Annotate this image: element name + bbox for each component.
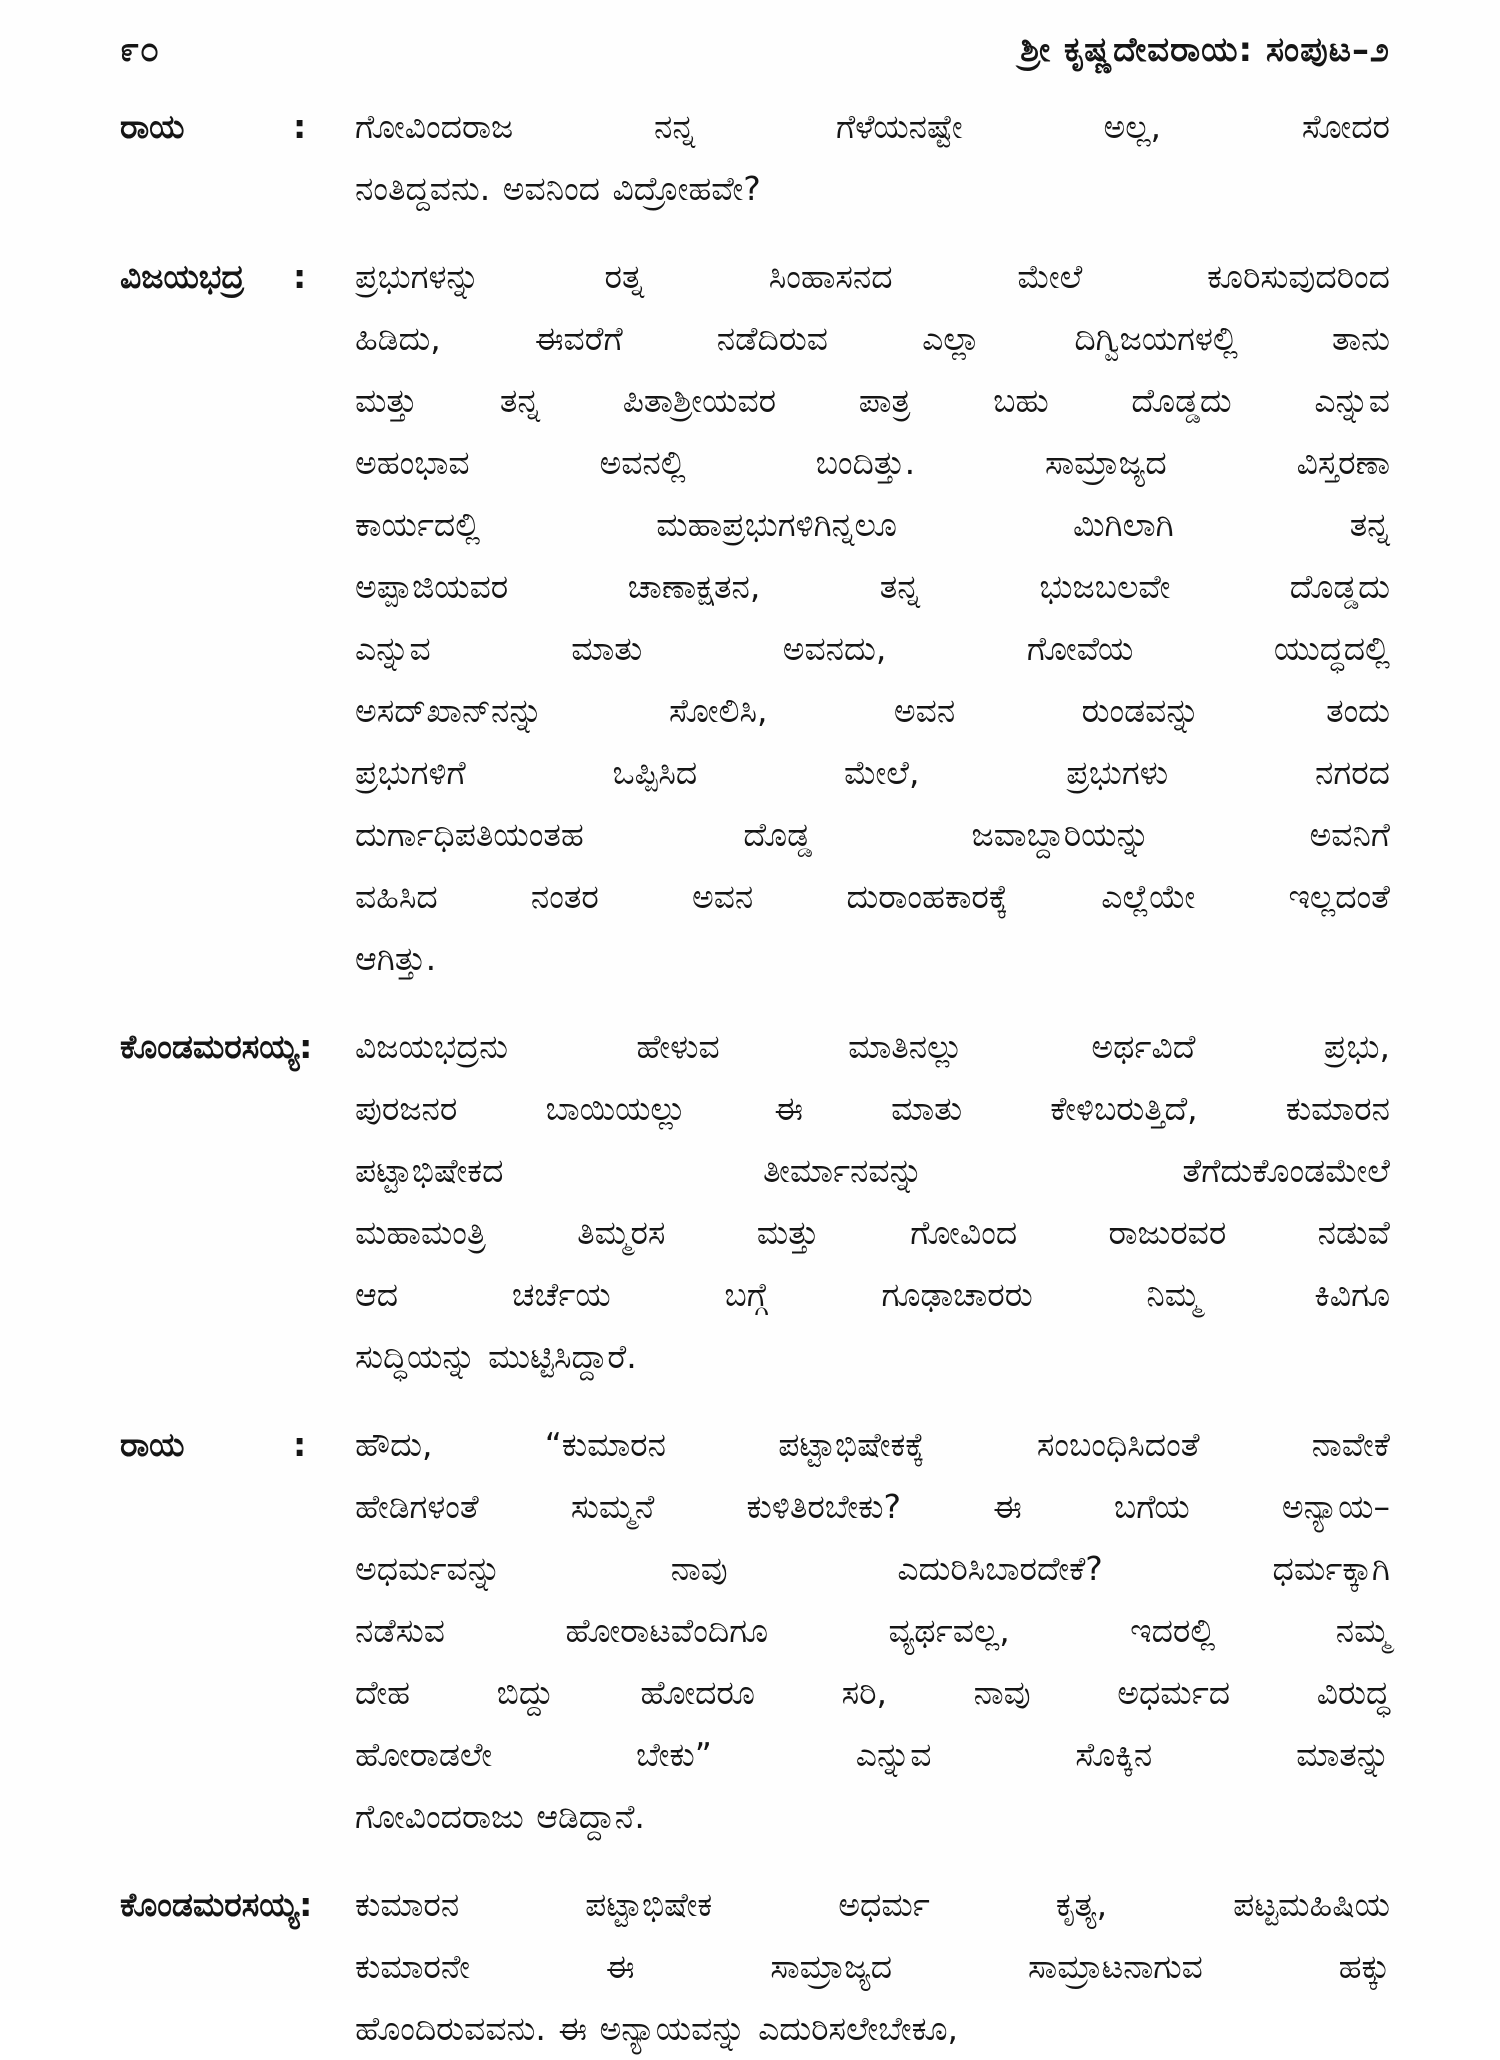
dialogue-line: ಅಪ್ಪಾಜಿಯವರ ಚಾಣಾಕ್ಷತನ, ತನ್ನ ಭುಜಬಲವೇ ದೊಡ್ಡದು bbox=[355, 567, 1390, 606]
dialogue-block bbox=[120, 96, 1390, 220]
header-title: ಶ್ರೀ ಕೃಷ್ಣದೇವರಾಯ: ಸಂಪುಟ–೨ bbox=[1020, 30, 1390, 70]
dialogue-line: ಹೇಡಿಗಳಂತೆ ಸುಮ್ಮನೆ ಕುಳಿತಿರಬೇಕು? ಈ ಬಗೆಯ ಅನ್ಯಾಯ– bbox=[355, 1487, 1390, 1526]
dialogue-line: ಆದ ಚರ್ಚೆಯ ಬಗ್ಗೆ ಗೂಢಾಚಾರರು ನಿಮ್ಮ ಕಿವಿಗೂ bbox=[355, 1275, 1390, 1314]
speaker-colon: : bbox=[293, 107, 307, 146]
dialogue-text bbox=[355, 246, 1390, 990]
speaker-cell bbox=[120, 1016, 355, 1078]
dialogue-line: ವಿಜಯಭದ್ರನು ಹೇಳುವ ಮಾತಿನಲ್ಲು ಅರ್ಥವಿದೆ ಪ್ರಭು, bbox=[355, 1027, 1390, 1066]
dialogue-block bbox=[120, 1016, 1390, 1388]
speaker-name: ರಾಯ bbox=[120, 1425, 185, 1464]
dialogue-line: ಹಿಡಿದು, ಈವರೆಗೆ ನಡೆದಿರುವ ಎಲ್ಲಾ ದಿಗ್ವಿಜಯಗಳಲ್ಲಿ ತಾನು bbox=[355, 319, 1390, 358]
dialogue-line: ಕಾರ್ಯದಲ್ಲಿ ಮಹಾಪ್ರಭುಗಳಿಗಿನ್ನಲೂ ಮಿಗಿಲಾಗಿ ತನ್ನ bbox=[355, 505, 1390, 544]
speaker-cell bbox=[120, 96, 355, 158]
dialogue-block bbox=[120, 246, 1390, 990]
speaker-cell bbox=[120, 246, 355, 308]
dialogue-block bbox=[120, 1874, 1390, 2060]
speaker-cell bbox=[120, 1874, 355, 1936]
dialogue-text bbox=[355, 1414, 1390, 1848]
dialogue-line: ಪ್ರಭುಗಳನ್ನು ರತ್ನ ಸಿಂಹಾಸನದ ಮೇಲೆ ಕೂರಿಸುವುದರಿಂದ bbox=[355, 257, 1390, 296]
dialogue-block bbox=[120, 1414, 1390, 1848]
dialogue-line: ಪ್ರಭುಗಳಿಗೆ ಒಪ್ಪಿಸಿದ ಮೇಲೆ, ಪ್ರಭುಗಳು ನಗರದ bbox=[355, 753, 1390, 792]
page-header bbox=[120, 30, 1390, 70]
dialogue-line: ಅಹಂಭಾವ ಅವನಲ್ಲಿ ಬಂದಿತ್ತು. ಸಾಮ್ರಾಜ್ಯದ ವಿಸ್ತರಣಾ bbox=[355, 443, 1390, 482]
dialogue-text bbox=[355, 1874, 1390, 2060]
dialogue-line: ನಂತಿದ್ದವನು. ಅವನಿಂದ ವಿದ್ರೋಹವೇ? bbox=[355, 169, 761, 208]
dialogue-line: ಗೋವಿಂದರಾಜು ಆಡಿದ್ದಾನೆ. bbox=[355, 1797, 645, 1836]
dialogue-line: ಅಸದ್‌ಖಾನ್‌ನನ್ನು ಸೋಲಿಸಿ, ಅವನ ರುಂಡವನ್ನು ತಂದು bbox=[355, 691, 1390, 730]
dialogue-line: ದುರ್ಗಾಧಿಪತಿಯಂತಹ ದೊಡ್ಡ ಜವಾಬ್ದಾರಿಯನ್ನು ಅವನಿಗೆ bbox=[355, 815, 1390, 854]
dialogue-line: ದೇಹ ಬಿದ್ದು ಹೋದರೂ ಸರಿ, ನಾವು ಅಧರ್ಮದ ವಿರುದ್ಧ bbox=[355, 1673, 1390, 1712]
speaker-name: ವಿಜಯಭದ್ರ bbox=[120, 257, 245, 296]
dialogue-line: ಮಹಾಮಂತ್ರಿ ತಿಮ್ಮರಸ ಮತ್ತು ಗೋವಿಂದ ರಾಜುರವರ ನಡುವೆ bbox=[355, 1213, 1390, 1252]
dialogue-line: ಹೌದು, “ಕುಮಾರನ ಪಟ್ಟಾಭಿಷೇಕಕ್ಕೆ ಸಂಬಂಧಿಸಿದಂತೆ ನಾವೇಕೆ bbox=[355, 1425, 1390, 1464]
dialogue-line: ಗೋವಿಂದರಾಜ ನನ್ನ ಗೆಳೆಯನಷ್ಟೇ ಅಲ್ಲ, ಸೋದರ bbox=[355, 107, 1390, 146]
dialogue-line: ಎನ್ನುವ ಮಾತು ಅವನದು, ಗೋವೆಯ ಯುದ್ಧದಲ್ಲಿ bbox=[355, 629, 1390, 668]
dialogue-line: ಪಟ್ಟಾಭಿಷೇಕದ ತೀರ್ಮಾನವನ್ನು ತೆಗೆದುಕೊಂಡಮೇಲೆ bbox=[355, 1151, 1390, 1190]
speaker-name: ಕೊಂಡಮರಸಯ್ಯ: bbox=[120, 1885, 313, 1924]
dialogue-line: ಕುಮಾರನೇ ಈ ಸಾಮ್ರಾಜ್ಯದ ಸಾಮ್ರಾಟನಾಗುವ ಹಕ್ಕು bbox=[355, 1947, 1390, 1986]
dialogue-line: ಆಗಿತ್ತು. bbox=[355, 939, 437, 978]
dialogue-line: ಹೊಂದಿರುವವನು. ಈ ಅನ್ಯಾಯವನ್ನು ಎದುರಿಸಲೇಬೇಕೂ, bbox=[355, 2009, 958, 2048]
speaker-name: ರಾಯ bbox=[120, 107, 185, 146]
speaker-colon: : bbox=[293, 1425, 307, 1464]
dialogue-area bbox=[120, 96, 1390, 2060]
speaker-colon: : bbox=[293, 257, 307, 296]
speaker-cell bbox=[120, 1414, 355, 1476]
dialogue-line: ಮತ್ತು ತನ್ನ ಪಿತಾಶ್ರೀಯವರ ಪಾತ್ರ ಬಹು ದೊಡ್ಡದು ಎನ್ನುವ bbox=[355, 381, 1390, 420]
dialogue-line: ವಹಿಸಿದ ನಂತರ ಅವನ ದುರಾಂಹಕಾರಕ್ಕೆ ಎಲ್ಲೆಯೇ ಇಲ್ಲದಂತೆ bbox=[355, 877, 1390, 916]
dialogue-line: ಅಧರ್ಮವನ್ನು ನಾವು ಎದುರಿಸಿಬಾರದೇಕೆ? ಧರ್ಮಕ್ಕಾಗಿ bbox=[355, 1549, 1390, 1588]
speaker-name: ಕೊಂಡಮರಸಯ್ಯ: bbox=[120, 1027, 313, 1066]
dialogue-text bbox=[355, 1016, 1390, 1388]
dialogue-text bbox=[355, 96, 1390, 220]
page-number: ೯೦ bbox=[120, 30, 161, 70]
dialogue-line: ಕುಮಾರನ ಪಟ್ಟಾಭಿಷೇಕ ಅಧರ್ಮ ಕೃತ್ಯ, ಪಟ್ಟಮಹಿಷಿಯ bbox=[355, 1885, 1390, 1924]
dialogue-line: ನಡೆಸುವ ಹೋರಾಟವೆಂದಿಗೂ ವ್ಯರ್ಥವಲ್ಲ, ಇದರಲ್ಲಿ ನಮ್ಮ bbox=[355, 1611, 1390, 1650]
dialogue-line: ಹೋರಾಡಲೇ ಬೇಕು” ಎನ್ನುವ ಸೊಕ್ಕಿನ ಮಾತನ್ನು bbox=[355, 1735, 1390, 1774]
dialogue-line: ಸುದ್ಧಿಯನ್ನು ಮುಟ್ಟಿಸಿದ್ದಾರೆ. bbox=[355, 1337, 637, 1376]
dialogue-line: ಪುರಜನರ ಬಾಯಿಯಲ್ಲು ಈ ಮಾತು ಕೇಳಿಬರುತ್ತಿದೆ, ಕುಮಾರನ bbox=[355, 1089, 1390, 1128]
